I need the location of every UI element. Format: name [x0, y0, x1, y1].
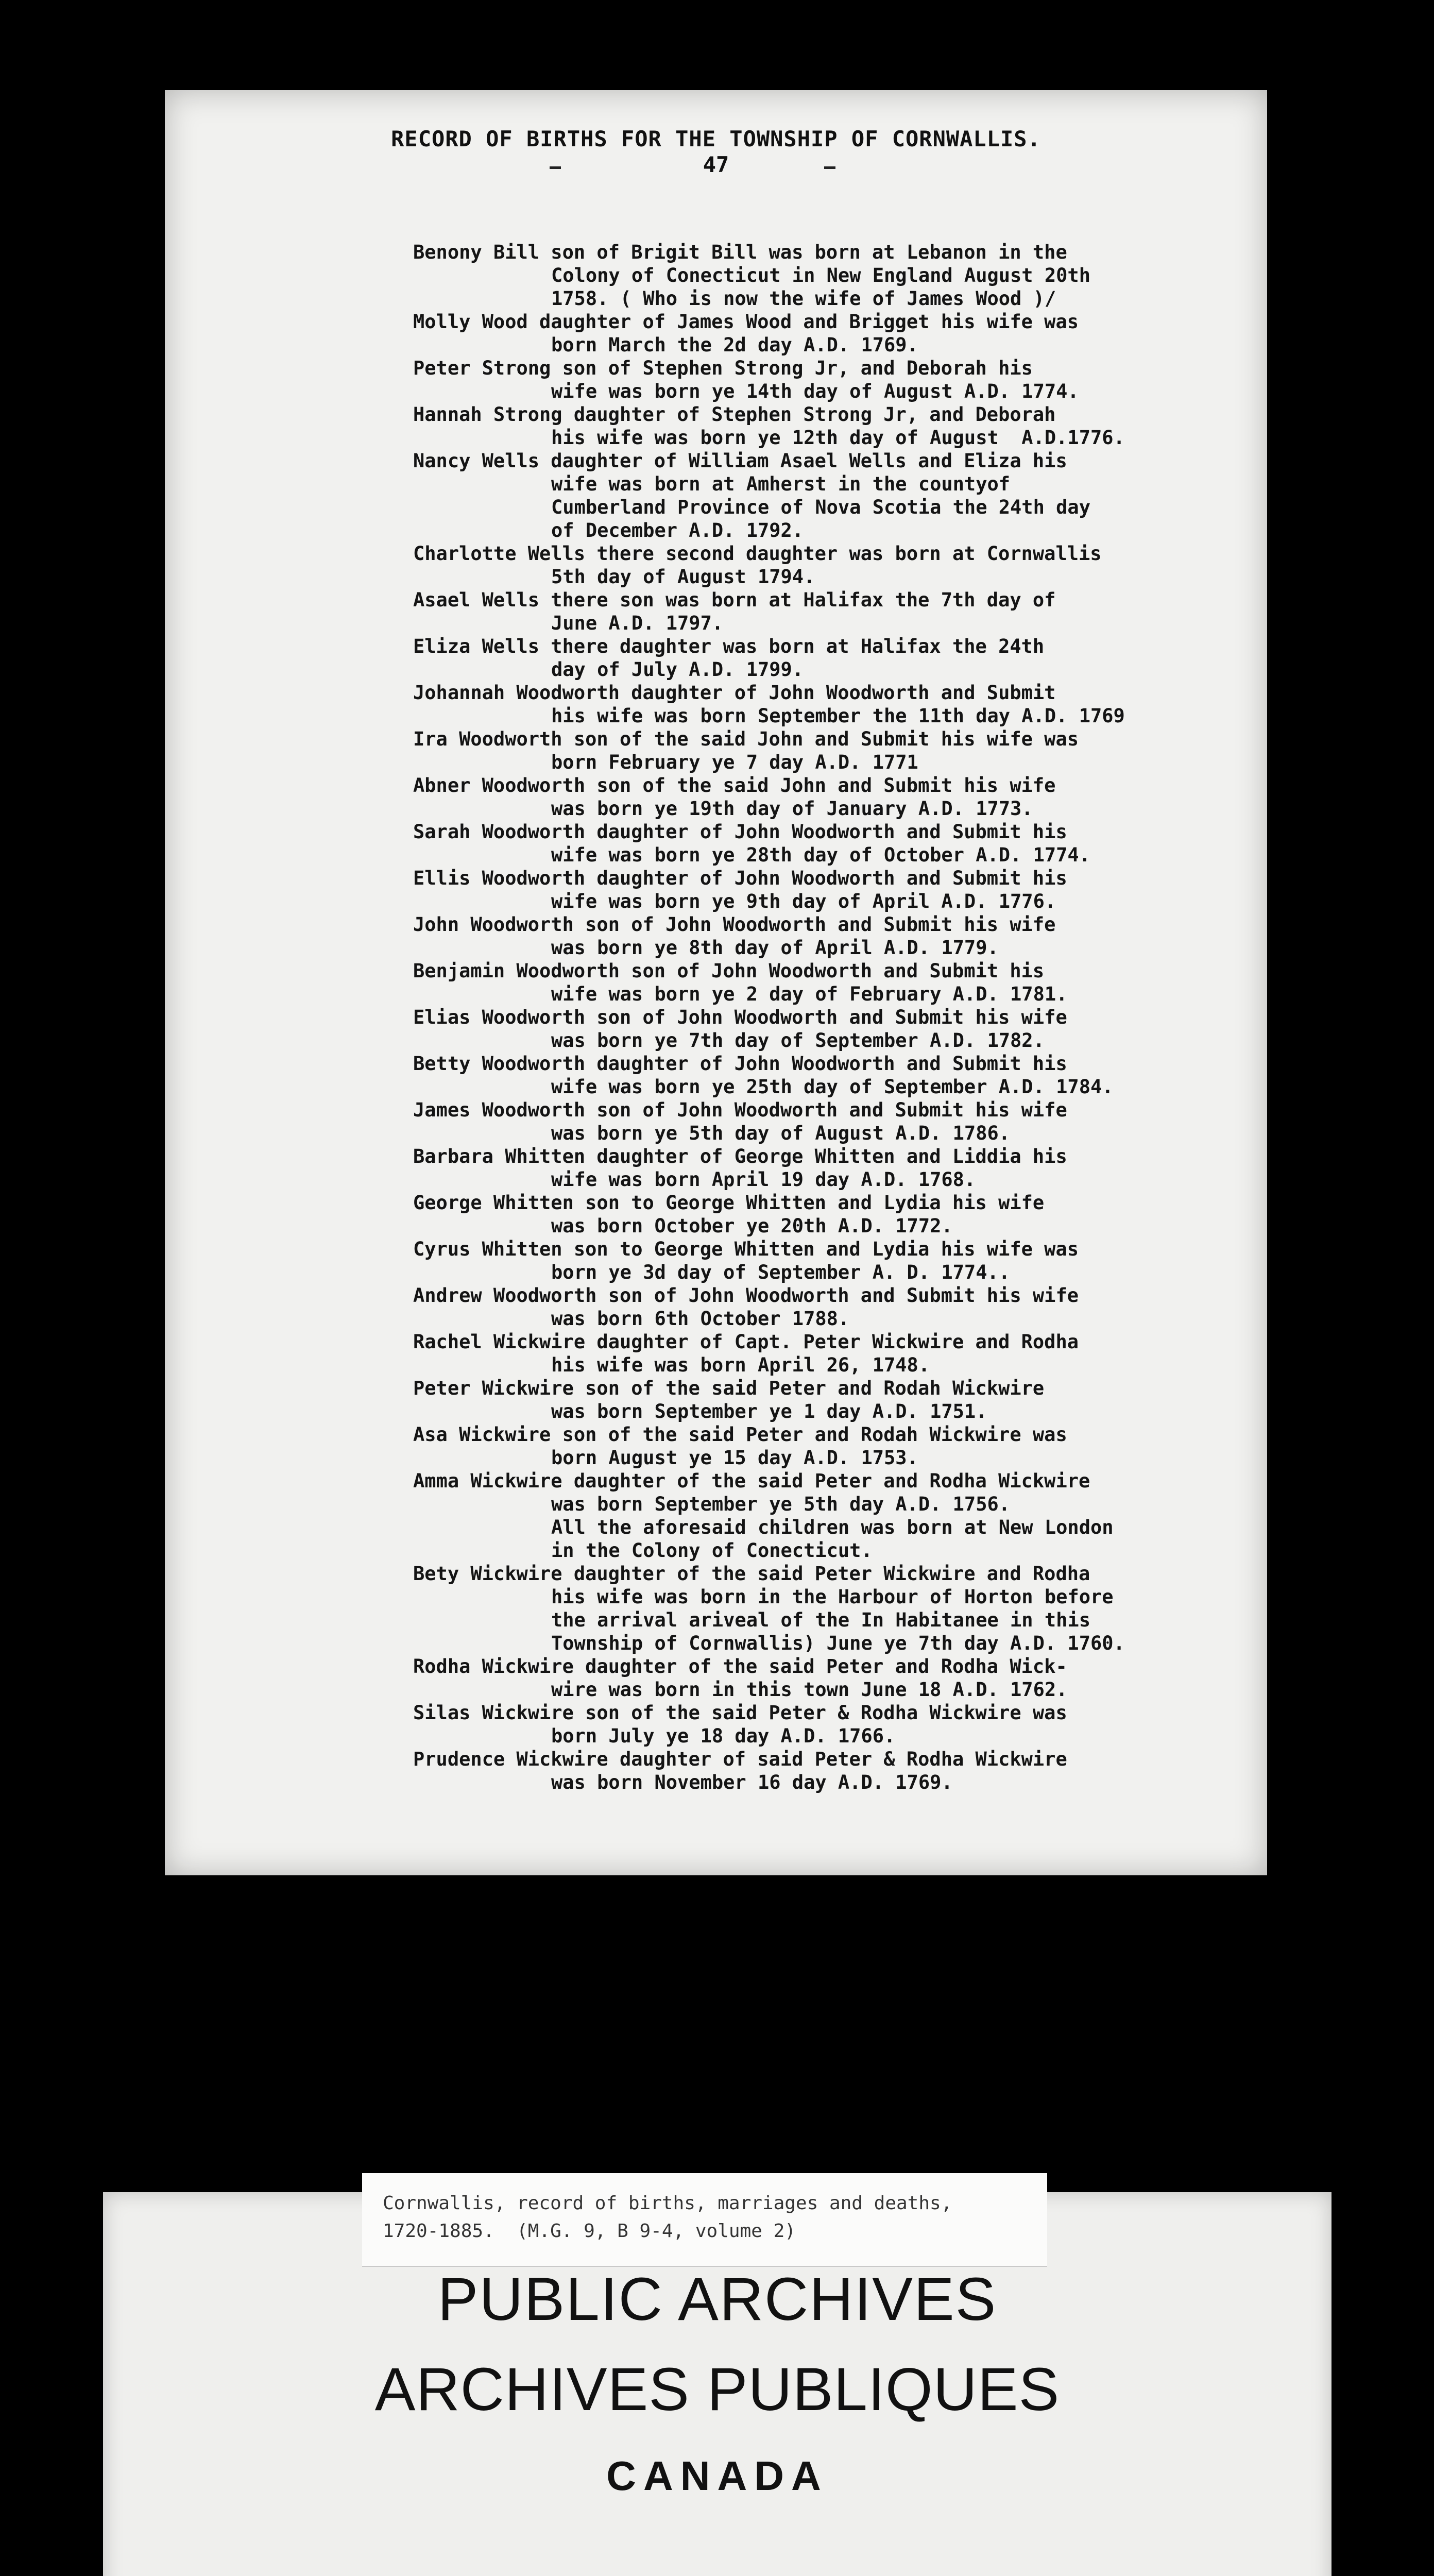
entry-line: Silas Wickwire son of the said Peter & Rodha Wickwire was	[413, 1702, 1067, 1724]
entry-line: Colony of Conecticut in New England August 20th	[551, 264, 1090, 286]
entry-line: Bety Wickwire daughter of the said Peter Wickwire and Rodha	[413, 1563, 1090, 1585]
entry-line: born February ye 7 day A.D. 1771	[551, 751, 918, 773]
entry-line: Abner Woodworth son of the said John and Submit his wife	[413, 774, 1056, 796]
entry-line: was born ye 5th day of August A.D. 1786.	[551, 1122, 1011, 1144]
entry-line: wife was born ye 28th day of October A.D. 1774.	[551, 844, 1090, 866]
entry-line: was born November 16 day A.D. 1769.	[551, 1771, 953, 1793]
entry-line: his wife was born in the Harbour of Horton before	[551, 1586, 1114, 1608]
entry-line: Peter Wickwire son of the said Peter and Rodah Wickwire	[413, 1377, 1045, 1399]
slip-line-2: 1720-1885. (M.G. 9, B 9-4, volume 2)	[383, 2221, 796, 2242]
entry-line: born March the 2d day A.D. 1769.	[551, 334, 918, 356]
entry-line: Rachel Wickwire daughter of Capt. Peter Wickwire and Rodha	[413, 1331, 1079, 1353]
page-title: RECORD OF BIRTHS FOR THE TOWNSHIP OF CORNWALLIS.	[391, 126, 1041, 151]
record-page	[165, 90, 1267, 1875]
entry-line: Johannah Woodworth daughter of John Woodworth and Submit	[413, 682, 1056, 704]
entry-line: was born ye 19th day of January A.D. 1773.	[551, 798, 1033, 820]
entry-line: wife was born April 19 day A.D. 1768.	[551, 1168, 976, 1191]
entry-line: wife was born ye 14th day of August A.D. 1774.	[551, 380, 1079, 402]
archives-english-title: PUBLIC ARCHIVES	[437, 2265, 997, 2333]
entry-line: Elias Woodworth son of John Woodworth and Submit his wife	[413, 1006, 1067, 1028]
entry-line: day of July A.D. 1799.	[551, 658, 804, 681]
entry-line: his wife was born April 26, 1748.	[551, 1354, 930, 1376]
entry-line: Cyrus Whitten son to George Whitten and Lydia his wife was	[413, 1238, 1079, 1260]
entry-line: Prudence Wickwire daughter of said Peter & Rodha Wickwire	[413, 1748, 1067, 1770]
entry-line: born July ye 18 day A.D. 1766.	[551, 1725, 896, 1747]
entry-line: was born September ye 5th day A.D. 1756.	[551, 1493, 1011, 1515]
entry-line: Rodha Wickwire daughter of the said Peter and Rodha Wick-	[413, 1655, 1067, 1677]
entry-line: Nancy Wells daughter of William Asael Wells and Eliza his	[413, 450, 1067, 472]
entry-line: Charlotte Wells there second daughter was born at Cornwallis	[413, 543, 1102, 565]
entry-line: Hannah Strong daughter of Stephen Strong Jr, and Deborah	[413, 403, 1056, 426]
entry-line: was born September ye 1 day A.D. 1751.	[551, 1400, 987, 1422]
entry-line: Township of Cornwallis) June ye 7th day A.D. 1760.	[551, 1632, 1125, 1654]
entry-line: Peter Strong son of Stephen Strong Jr, and Deborah his	[413, 357, 1033, 379]
entry-line: James Woodworth son of John Woodworth and Submit his wife	[413, 1099, 1067, 1121]
entry-line: 5th day of August 1794.	[551, 566, 815, 588]
slip-line-1: Cornwallis, record of births, marriages and deaths,	[383, 2193, 952, 2214]
entry-line: Amma Wickwire daughter of the said Peter and Rodha Wickwire	[413, 1470, 1090, 1492]
entry-line: in the Colony of Conecticut.	[551, 1539, 873, 1562]
catalog-slip	[362, 2173, 1047, 2267]
entry-line: 1758. ( Who is now the wife of James Wood )/	[551, 287, 1056, 310]
entry-line: wife was born ye 9th day of April A.D. 1776.	[551, 890, 1056, 912]
entry-line: the arrival ariveal of the In Habitanee in this	[551, 1609, 1090, 1631]
entry-line: Cumberland Province of Nova Scotia the 24th day	[551, 496, 1090, 518]
dash-mark-right	[824, 166, 835, 169]
entry-line: his wife was born September the 11th day A.D. 1769	[551, 705, 1125, 727]
entry-line: born August ye 15 day A.D. 1753.	[551, 1447, 918, 1469]
entry-line: All the aforesaid children was born at New London	[551, 1516, 1114, 1538]
entry-line: Benony Bill son of Brigit Bill was born at Lebanon in the	[413, 241, 1067, 263]
entry-line: John Woodworth son of John Woodworth and Submit his wife	[413, 913, 1056, 936]
entry-line: wife was born at Amherst in the countyof	[551, 473, 1011, 495]
entry-line: June A.D. 1797.	[551, 612, 724, 634]
entry-line: born ye 3d day of September A. D. 1774..	[551, 1261, 1011, 1283]
entry-line: Ira Woodworth son of the said John and Submit his wife was	[413, 728, 1079, 750]
entry-line: Andrew Woodworth son of John Woodworth and Submit his wife	[413, 1284, 1079, 1307]
archives-french-title: ARCHIVES PUBLIQUES	[374, 2355, 1060, 2424]
entry-line: Asa Wickwire son of the said Peter and Rodah Wickwire was	[413, 1423, 1067, 1446]
entry-line: Benjamin Woodworth son of John Woodworth and Submit his	[413, 960, 1045, 982]
entry-line: wife was born ye 2 day of February A.D. 1781.	[551, 983, 1068, 1005]
entry-line: Eliza Wells there daughter was born at Halifax the 24th	[413, 635, 1045, 657]
entry-line: was born ye 7th day of September A.D. 1782.	[551, 1029, 1045, 1052]
entry-line: wife was born ye 25th day of September A.D. 1784.	[551, 1076, 1114, 1098]
archives-country: CANADA	[606, 2453, 828, 2499]
entry-line: Asael Wells there son was born at Halifax the 7th day of	[413, 589, 1056, 611]
entry-line: of December A.D. 1792.	[551, 519, 804, 541]
page-number: 47	[703, 152, 729, 177]
entry-line: George Whitten son to George Whitten and Lydia his wife	[413, 1192, 1045, 1214]
entry-line: Barbara Whitten daughter of George Whitten and Liddia his	[413, 1145, 1067, 1167]
entry-line: his wife was born ye 12th day of August A.D.1776.	[551, 427, 1125, 449]
entry-line: was born ye 8th day of April A.D. 1779.	[551, 937, 999, 959]
entry-line: wire was born in this town June 18 A.D. 1762.	[551, 1679, 1068, 1701]
entry-line: Molly Wood daughter of James Wood and Brigget his wife was	[413, 311, 1079, 333]
entry-line: Ellis Woodworth daughter of John Woodworth and Submit his	[413, 867, 1067, 889]
birth-entries-list	[413, 241, 1248, 1794]
entry-line: was born 6th October 1788.	[551, 1308, 850, 1330]
entry-line: Sarah Woodworth daughter of John Woodworth and Submit his	[413, 821, 1067, 843]
entry-line: Betty Woodworth daughter of John Woodworth and Submit his	[413, 1053, 1067, 1075]
entry-line: was born October ye 20th A.D. 1772.	[551, 1215, 953, 1237]
